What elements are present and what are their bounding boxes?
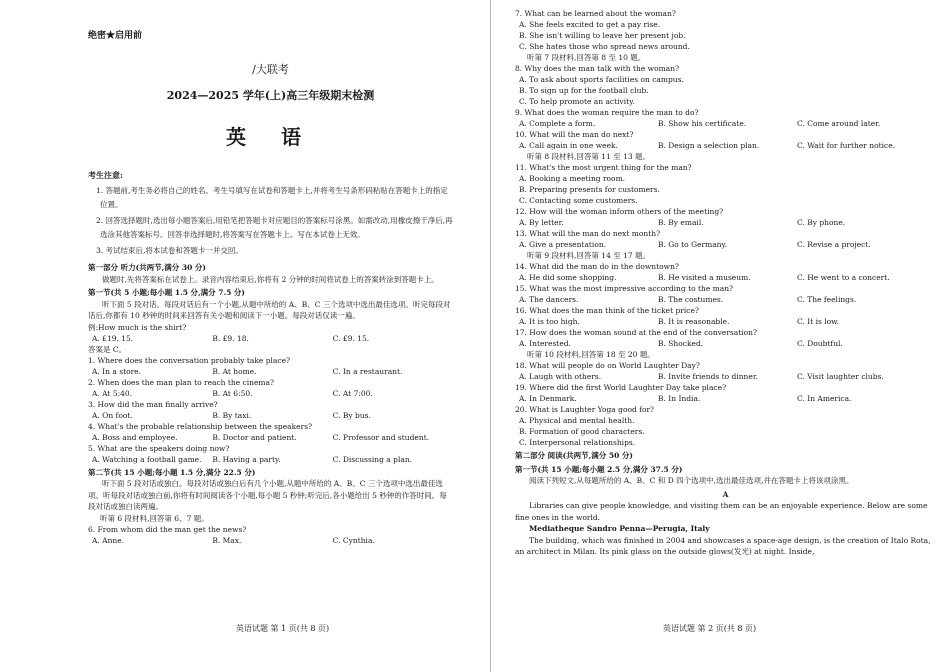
question-3-options xyxy=(88,410,453,421)
secret-mark: 绝密★启用前 xyxy=(88,31,143,41)
question-4-options xyxy=(88,432,453,443)
question-6-options xyxy=(88,535,453,546)
listening-hint: 听第 7 段材料,回答第 8 至 10 题。 xyxy=(527,53,646,62)
option-a: A. At 5:40. xyxy=(92,388,133,398)
question-12: 12. How will the woman inform others of the meeting? xyxy=(515,207,724,216)
option-c: C. At 7:00. xyxy=(332,388,373,398)
option-c: C. £9. 15. xyxy=(332,333,370,343)
option-a: A. Complete a form. xyxy=(519,119,596,128)
option-a: A. Give a presentation. xyxy=(519,240,607,249)
option-b: B. In India. xyxy=(658,394,701,403)
page-footer: 英语试题 第 1 页(共 8 页) xyxy=(236,624,330,633)
option-a: A. Watching a football game. xyxy=(92,454,202,464)
section2-intro: 听下面 5 段对话或独白。每段对话或独白后有几个小题,从题中所给的 A、B、C 三个选项中选出最佳选项。听每段对话或独白前,你将有时间阅读各个小题,每小题 5 秒钟;听完后,各小题给出 5 秒钟的作答时间。每段对话或独白读两遍。 xyxy=(88,479,447,511)
question-19: 19. Where did the first World Laughter Day take place? xyxy=(515,383,727,392)
option-c: C. Discussing a plan. xyxy=(332,454,413,464)
option-c: C. By phone. xyxy=(797,218,846,227)
option-c: C. In America. xyxy=(797,394,852,403)
option-b: B. Having a party. xyxy=(212,454,281,464)
option-c: C. Visit laughter clubs. xyxy=(797,372,884,381)
option-a: A. By letter. xyxy=(519,218,564,227)
question-8: 8. Why does the man talk with the woman? xyxy=(515,64,680,73)
option-a: A. The dancers. xyxy=(519,295,579,304)
option-c: C. In a restaurant. xyxy=(332,366,403,376)
question-14: 14. What did the man do in the downtown? xyxy=(515,262,679,271)
question-15: 15. What was the most impressive according to the man? xyxy=(515,284,734,293)
option-c: C. Cynthia. xyxy=(332,535,375,545)
option-c: C. By bus. xyxy=(332,410,371,420)
question-20: 20. What is Laughter Yoga good for? xyxy=(515,405,655,414)
option-b: B. It is reasonable. xyxy=(658,317,730,326)
listening-hint: 听第 8 段材料,回答第 11 至 13 题。 xyxy=(527,152,651,161)
option-b: B. Invite friends to dinner. xyxy=(658,372,758,381)
page-footer: 英语试题 第 2 页(共 8 页) xyxy=(663,624,757,633)
notice-item: 2. 回答选择题时,选出每小题答案后,用铅笔把答题卡对应题目的答案标号涂黑。如需改动,用橡皮擦干净后,再选涂其他答案标号。回答非选择题时,将答案写在答题卡上。写在本试卷上无效。 xyxy=(96,216,453,239)
option-a: A. On foot. xyxy=(92,410,133,420)
question-7: 7. What can be learned about the woman? xyxy=(515,9,676,18)
option-a: A. £19. 15. xyxy=(92,333,134,343)
option-a: A. Interested. xyxy=(519,339,571,348)
option-b: B. The costumes. xyxy=(658,295,724,304)
question-3: 3. How did the man finally arrive? xyxy=(88,399,218,409)
option-b: B. £9. 18. xyxy=(212,333,249,343)
option-b: B. At 6:50. xyxy=(212,388,253,398)
option-c: C. He went to a concert. xyxy=(797,273,890,282)
question-16-options xyxy=(515,316,936,327)
question-8-options xyxy=(515,74,936,107)
option-b: B. By email. xyxy=(658,218,704,227)
section1-title: 第一节(共 5 小题;每小题 1.5 分,满分 7.5 分) xyxy=(88,288,245,297)
exam-year: 2024—2025 学年(上)高三年级期末检测 xyxy=(166,89,375,102)
option-b: B. Doctor and patient. xyxy=(212,432,297,442)
question-9-options xyxy=(515,118,936,129)
option-c: C. Contacting some customers. xyxy=(519,196,638,205)
passage-heading: Mediatheque Sandro Penna—Perugia, Italy xyxy=(529,524,710,533)
option-b: B. Preparing presents for customers. xyxy=(519,185,660,194)
question-15-options xyxy=(515,294,936,305)
notice-item: 1. 答题前,考生务必将自己的姓名、考生号填写在试卷和答题卡上,并将考生号条形码粘贴在答题卡上的指定位置。 xyxy=(96,186,448,209)
option-a: A. Call again in one week. xyxy=(519,141,618,150)
option-a: A. Physical and mental health. xyxy=(519,416,635,425)
option-a: A. In Denmark. xyxy=(519,394,577,403)
part1-intro: 做题时,先将答案标在试卷上。录音内容结束后,你将有 2 分钟的时间将试卷上的答案转涂到答题卡上。 xyxy=(102,274,439,284)
option-c: C. Wait for further notice. xyxy=(797,141,896,150)
option-b: B. Formation of good characters. xyxy=(519,427,645,436)
question-9: 9. What does the woman require the man to do? xyxy=(515,108,699,117)
option-b: B. Shocked. xyxy=(658,339,704,348)
question-18-options xyxy=(515,371,936,382)
section2-title: 第二节(共 15 小题;每小题 1.5 分,满分 22.5 分) xyxy=(88,467,256,477)
question-2: 2. When does the man plan to reach the cinema? xyxy=(88,377,275,387)
question-13: 13. What will the man do next month? xyxy=(515,229,661,238)
option-a: A. Anne. xyxy=(92,535,125,545)
notice-title: 考生注意: xyxy=(88,170,123,180)
question-1-options xyxy=(88,366,453,377)
option-c: C. Professor and student. xyxy=(332,432,430,442)
option-b: B. To sign up for the football club. xyxy=(519,86,649,95)
question-2-options xyxy=(88,388,453,399)
option-b: B. By taxi. xyxy=(212,410,252,420)
question-7-options xyxy=(515,19,936,52)
question-17: 17. How does the woman sound at the end of the conversation? xyxy=(515,328,758,337)
question-18: 18. What will people do on World Laughter Day? xyxy=(515,361,700,370)
question-14-options xyxy=(515,272,936,283)
question-4: 4. What's the probable relationship between the speakers? xyxy=(88,421,313,431)
option-b: B. Max. xyxy=(212,535,242,545)
question-5-options xyxy=(88,454,453,465)
question-12-options xyxy=(515,217,936,228)
question-11-options xyxy=(515,173,936,206)
option-c: C. She hates those who spread news around. xyxy=(519,42,690,51)
option-c: C. Revise a project. xyxy=(797,240,871,249)
option-b: B. Design a selection plan. xyxy=(658,141,760,150)
example-options xyxy=(88,333,453,344)
part2-intro: 阅读下列短文,从每题所给的 A、B、C 和 D 四个选项中,选出最佳选项,并在答题卡上将该项涂黑。 xyxy=(529,476,854,485)
option-a: A. It is too high. xyxy=(519,317,580,326)
listening-hint: 听第 10 段材料,回答第 18 至 20 题。 xyxy=(527,350,655,359)
question-20-options xyxy=(515,415,936,448)
section1-intro: 听下面 5 段对话。每段对话后有一个小题,从题中所给的 A、B、C 三个选项中选出最佳选项。听完每段对话后,你都有 10 秒钟的时间来回答有关小题和阅读下一小题。每段对话仅读一遍。 xyxy=(88,299,451,320)
option-b: B. She isn't willing to leave her present job. xyxy=(519,31,686,40)
question-10-options xyxy=(515,140,936,151)
page-2 xyxy=(475,0,950,672)
option-c: C. The feelings. xyxy=(797,295,857,304)
option-a: A. Booking a meeting room. xyxy=(519,174,626,183)
option-b: B. He visited a museum. xyxy=(658,273,751,282)
part2-section1-title: 第一节(共 15 小题;每小题 2.5 分,满分 37.5 分) xyxy=(515,464,683,474)
question-6: 6. From whom did the man get the news? xyxy=(88,524,247,534)
option-a: A. In a store. xyxy=(92,366,142,376)
option-b: B. Go to Germany. xyxy=(658,240,728,249)
option-a: A. Laugh with others. xyxy=(519,372,602,381)
listening-hint: 听第 6 段材料,回答第 6、7 题。 xyxy=(100,513,209,523)
option-b: B. At home. xyxy=(212,366,257,376)
question-10: 10. What will the man do next? xyxy=(515,130,634,139)
option-c: C. Interpersonal relationships. xyxy=(519,438,636,447)
example-question: 例:How much is the shirt? xyxy=(88,322,187,332)
option-c: C. To help promote an activity. xyxy=(519,97,635,106)
example-answer: 答案是 C。 xyxy=(88,344,127,354)
option-c: C. Come around later. xyxy=(797,119,881,128)
subject-title: 英 语 xyxy=(226,125,315,149)
part2-title: 第二部分 阅读(共两节,满分 50 分) xyxy=(515,451,633,460)
option-a: A. To ask about sports facilities on campus. xyxy=(519,75,684,84)
part1-title: 第一部分 听力(共两节,满分 30 分) xyxy=(88,263,206,272)
passage-paragraph: The building, which was finished in 2004 and showcases a space-age design, is the creation of Italo Rota, an architect in Milan. Its pink glass on the outside glows(发光) at night. Inside, xyxy=(515,535,931,556)
option-a: A. He did some shopping. xyxy=(519,273,617,282)
option-c: C. It is low. xyxy=(797,317,840,326)
question-17-options xyxy=(515,338,936,349)
question-1: 1. Where does the conversation probably take place? xyxy=(88,355,291,365)
passage-label: A xyxy=(722,489,729,499)
question-13-options xyxy=(515,239,936,250)
exam-name: /大联考 xyxy=(252,63,289,76)
option-a: A. Boss and employee. xyxy=(92,432,178,442)
listening-hint: 听第 9 段材料,回答第 14 至 17 题。 xyxy=(527,251,651,260)
question-5: 5. What are the speakers doing now? xyxy=(88,443,230,453)
option-a: A. She feels excited to get a pay rise. xyxy=(519,20,661,29)
question-16: 16. What does the man think of the ticket price? xyxy=(515,306,699,315)
question-19-options xyxy=(515,393,936,404)
option-c: C. Doubtful. xyxy=(797,339,843,348)
notice-item: 3. 考试结束后,将本试卷和答题卡一并交回。 xyxy=(96,246,243,255)
question-11: 11. What's the most urgent thing for the man? xyxy=(515,163,692,172)
passage-paragraph: Libraries can give people knowledge, and visiting them can be an enjoyable experience. Below are some fine ones in the world. xyxy=(515,501,928,522)
option-b: B. Show his certificate. xyxy=(658,119,747,128)
